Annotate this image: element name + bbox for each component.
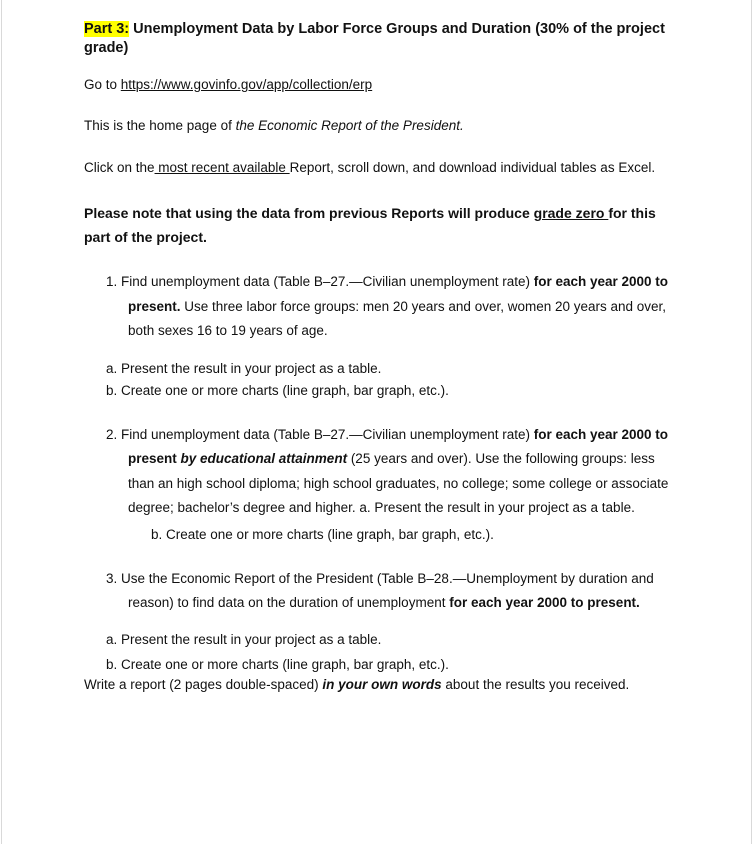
warning-note xyxy=(84,201,684,249)
erp-link[interactable]: https://www.govinfo.gov/app/collection/erp xyxy=(120,77,373,92)
item1-rest: Use three labor force groups: men 20 years and over, women 20 years and over, both sexes 16 to 19 years of age. xyxy=(128,298,667,338)
click-suffix: Report, scroll down, and download individual tables as Excel. xyxy=(289,160,656,175)
home-prefix: This is the home page of xyxy=(84,118,236,133)
document-content xyxy=(84,20,684,697)
page-border-left xyxy=(1,0,2,844)
report-title: the Economic Report of the President. xyxy=(235,118,464,133)
item2-sub-b: b. Create one or more charts (line graph, bar graph, etc.). xyxy=(151,526,494,542)
goto-prefix: Go to xyxy=(84,77,121,92)
item3-sub-a: a. Present the result in your project as a table. xyxy=(106,631,382,647)
item2-bold: for each year 2000 to present xyxy=(128,426,669,466)
item1-sub-a: a. Present the result in your project as a table. xyxy=(106,360,382,376)
part-label: Part 3: xyxy=(84,21,130,37)
section-title: Unemployment Data by Labor Force Groups and Duration (30% of the project grade) xyxy=(84,21,665,56)
item2-rest: (25 years and over). Use the following groups: less than an high school diploma; high school graduates, no college; some college or associate degree; bachelor’s degree and higher. a. Present the result in your project as a table. xyxy=(128,451,669,515)
note-prefix: Please note that using the data from previous Reports will produce xyxy=(84,205,534,221)
home-paragraph xyxy=(84,117,684,135)
item2-text: 2. Find unemployment data (Table B–27.—Civilian unemployment rate) xyxy=(106,426,534,442)
task-item-1 xyxy=(106,270,684,344)
click-prefix: Click on the xyxy=(84,160,155,175)
page-border-right xyxy=(751,0,752,844)
final-instruction xyxy=(84,672,684,697)
note-suffix: for this part of the project. xyxy=(84,205,656,245)
final-prefix: Write a report (2 pages double-spaced) xyxy=(84,676,323,692)
most-recent-link[interactable]: most recent available xyxy=(154,160,290,175)
final-suffix: about the results you received. xyxy=(441,676,630,692)
goto-paragraph xyxy=(84,76,684,94)
item3-text: 3. Use the Economic Report of the President (Table B–28.—Unemployment by duration and reason) to find data on the duration of unemployment xyxy=(106,570,654,610)
section-heading xyxy=(84,20,684,58)
final-emph: in your own words xyxy=(322,676,442,692)
item1-sub-b: b. Create one or more charts (line graph, bar graph, etc.). xyxy=(106,382,449,398)
task-item-3 xyxy=(106,567,684,616)
item1-text: 1. Find unemployment data (Table B–27.—Civilian unemployment rate) xyxy=(106,274,534,289)
item2-bold-italic: by educational attainment xyxy=(180,451,348,466)
item3-bold: for each year 2000 to present. xyxy=(449,595,640,610)
note-grade-zero: grade zero xyxy=(533,205,609,221)
task-item-2 xyxy=(106,423,684,521)
item1-bold: for each year 2000 to present. xyxy=(128,274,669,314)
item3-sub-b: b. Create one or more charts (line graph, bar graph, etc.). xyxy=(106,656,449,672)
click-paragraph xyxy=(84,160,684,176)
